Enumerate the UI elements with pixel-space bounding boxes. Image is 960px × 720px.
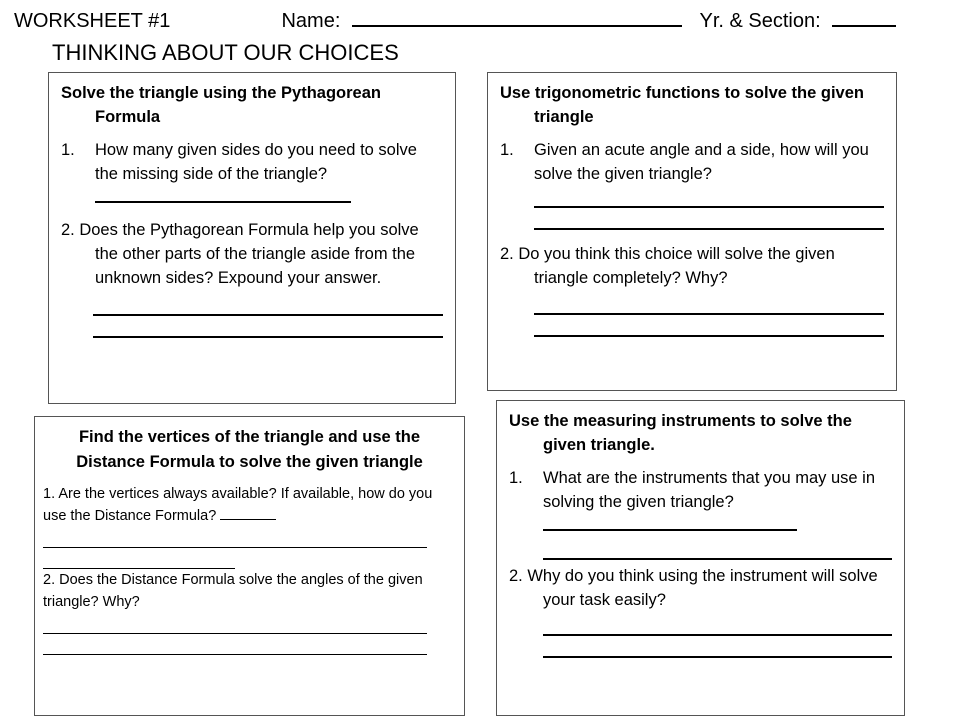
distance-answer-line[interactable]: [43, 613, 427, 634]
page-title: THINKING ABOUT OUR CHOICES: [52, 40, 399, 65]
instruments-heading: Use the measuring instruments to solve the given triangle.: [509, 412, 852, 454]
instruments-answer-line[interactable]: [543, 614, 892, 636]
instruments-box: [496, 400, 905, 716]
pythagorean-answer-line[interactable]: [93, 316, 443, 338]
section-field[interactable]: [832, 24, 896, 27]
pythagorean-q1-answer-line[interactable]: [95, 200, 351, 203]
instruments-q1: 1. What are the instruments that you may use in solving the given triangle?: [509, 466, 892, 538]
pythagorean-box: [48, 72, 456, 404]
distance-q1-answer-inline[interactable]: [220, 518, 276, 520]
distance-q2: 2. Does the Distance Formula solve the angles of the given triangle? Why?: [43, 572, 423, 610]
section-label: Yr. & Section:: [699, 10, 821, 32]
distance-answer-line[interactable]: [43, 634, 427, 655]
pythagorean-q1: 1. How many given sides do you need to solve the missing side of the triangle?: [61, 138, 443, 210]
pythagorean-q2: 2. Does the Pythagorean Formula help you solve the other parts of the triangle aside from the unknown sides? Expound your answer.: [61, 221, 419, 287]
distance-answer-line[interactable]: [43, 527, 427, 548]
trig-q1: 1. Given an acute angle and a side, how will you solve the given triangle?: [500, 141, 869, 183]
instruments-q2: 2. Why do you think using the instrument will solve your task easily?: [509, 567, 878, 609]
trig-box: [487, 72, 897, 391]
pythagorean-answer-line[interactable]: [93, 294, 443, 316]
distance-heading: Find the vertices of the triangle and use the Distance Formula to solve the given triangle: [76, 428, 423, 471]
trig-answer-line[interactable]: [534, 186, 884, 208]
trig-answer-line[interactable]: [534, 293, 884, 315]
trig-answer-line[interactable]: [534, 208, 884, 230]
pythagorean-heading: Solve the triangle using the Pythagorean Formula: [61, 84, 381, 126]
distance-q1: 1. Are the vertices always available? If available, how do you use the Distance Formula?: [43, 486, 433, 524]
distance-answer-line[interactable]: [43, 548, 235, 569]
name-field[interactable]: [352, 24, 682, 27]
distance-box: [34, 416, 465, 716]
instruments-q1-answer-inline[interactable]: [543, 528, 797, 531]
worksheet-header: [14, 10, 896, 33]
trig-answer-line[interactable]: [534, 315, 884, 337]
instruments-answer-line[interactable]: [543, 538, 892, 560]
worksheet-number: WORKSHEET #1: [14, 10, 171, 32]
instruments-answer-line[interactable]: [543, 636, 892, 658]
name-label: Name:: [281, 10, 341, 32]
trig-heading: Use trigonometric functions to solve the given triangle: [500, 84, 864, 126]
trig-q2: 2. Do you think this choice will solve the given triangle completely? Why?: [500, 245, 835, 287]
